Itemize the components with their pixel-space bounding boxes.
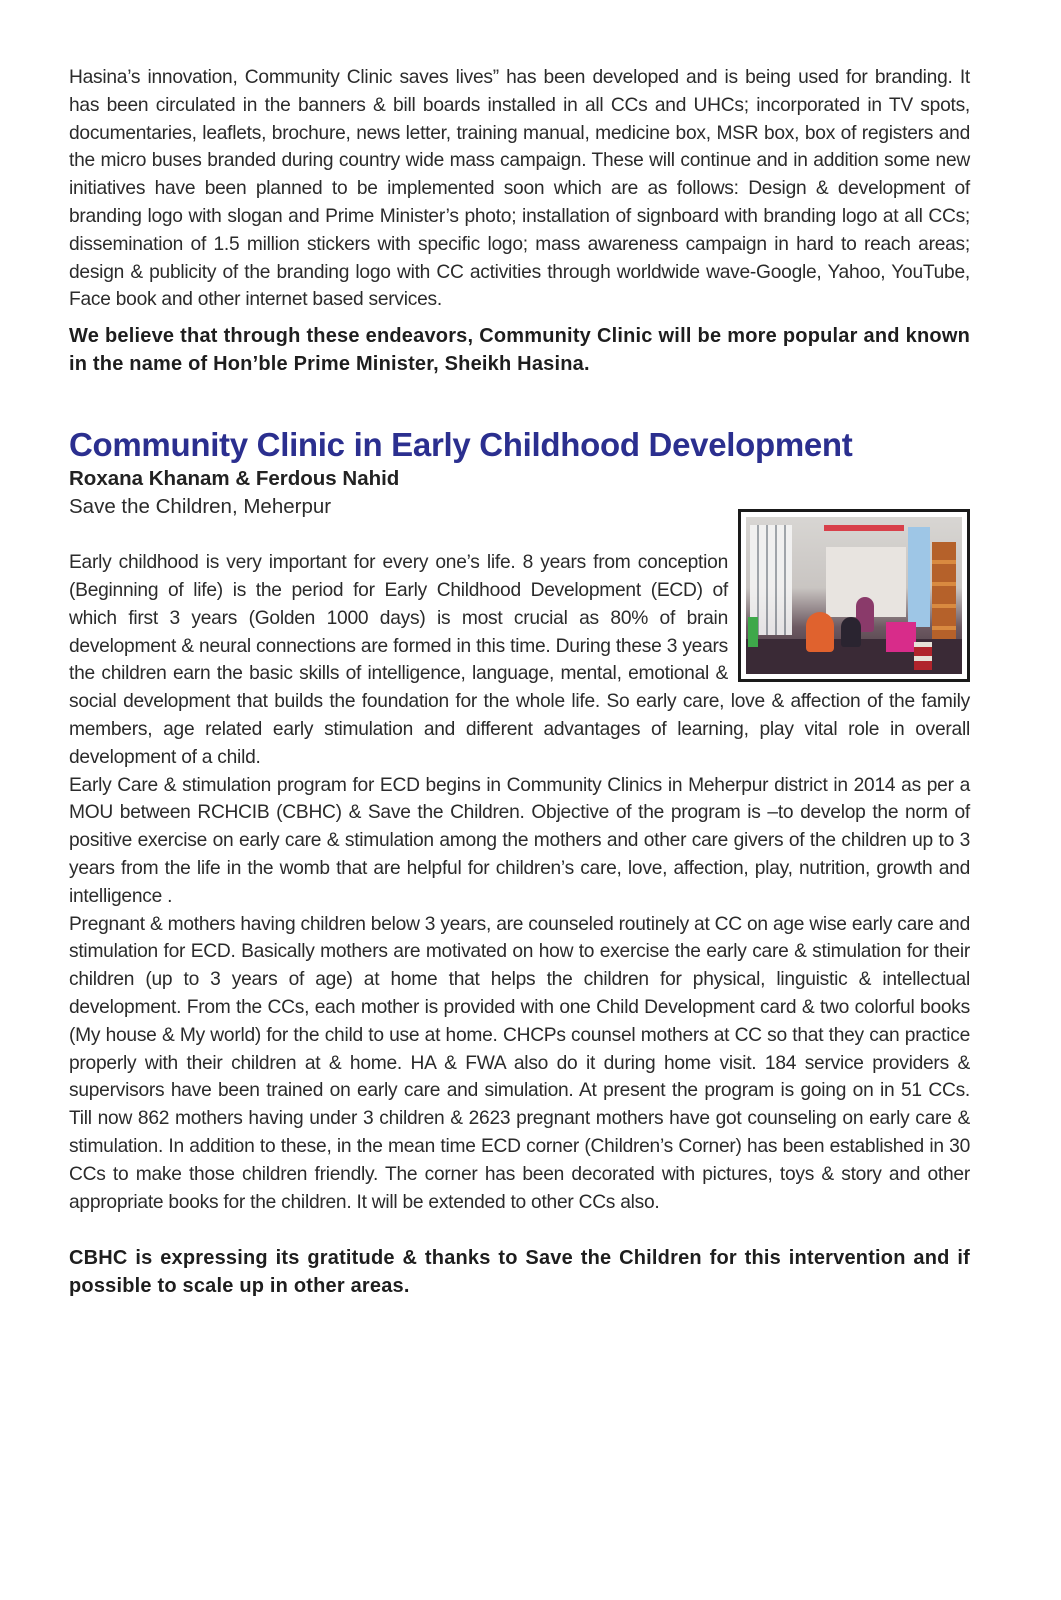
article-organization: Save the Children, Meherpur: [69, 495, 332, 519]
article-paragraph: Early childhood is very important for every one’s life. 8 years from conception (Beginning of life) is the period for Early Childhood Development (ECD) of which first 3 years (Golden 1000 days) is most crucial as 80% of brain development & neural connections are formed in this time. During these 3 years the children earn the basic skills of intelligence, language, mental, emotional & social development that builds the foundation for the whole life. So early care, love & affection of the family members, age related early stimulation and different advantages of learning, play vital role in overall development of a child.: [69, 552, 970, 768]
intro-closing-statement: We believe that through these endeavors, Community Clinic will be more popular and known in the name of Hon’ble Prime Minister, Sheikh Hasina.: [69, 325, 970, 376]
article-paragraph: Early Care & stimulation program for ECD begins in Community Clinics in Meherpur district in 2014 as per a MOU between RCHCIB (CBHC) & Save the Children. Objective of the program is –to develop the norm of positive exercise on early care & stimulation among the mothers and other care givers of the children up to 3 years from the life in the womb that are helpful for children’s care, love, affection, play, nutrition, growth and intelligence .: [69, 774, 970, 907]
article-closing-statement: CBHC is expressing its gratitude & thanks to Save the Children for this intervention and if possible to scale up in other areas.: [69, 1247, 970, 1298]
article-authors: Roxana Khanam & Ferdous Nahid: [69, 467, 400, 491]
intro-paragraph: Hasina’s innovation, Community Clinic saves lives” has been developed and is being used for branding. It has been circulated in the banners & bill boards installed in all CCs and UHCs; incorporated in TV spots, documentaries, leaflets, brochure, news letter, training manual, medicine box, MSR box, box of registers and the micro buses branded during country wide mass campaign. These will continue and in addition some new initiatives have been planned to be implemented soon which are as follows: Design & development of branding logo with slogan and Prime Minister’s photo; installation of signboard with branding logo at all CCs; dissemination of 1.5 million stickers with specific logo; mass awareness campaign in hard to reach areas; design & publicity of the branding logo with CC activities through worldwide wave-Google, Yahoo, YouTube, Face book and other internet based services.: [69, 67, 970, 311]
article-photo-frame: [738, 509, 970, 682]
article-paragraph: Pregnant & mothers having children below 3 years, are counseled routinely at CC on age wise early care and stimulation for ECD. Basically mothers are motivated on how to exercise the early care & stimulation for their children (up to 3 years of age) at home that helps the children for physical, linguistic & intellectual development. From the CCs, each mother is provided with one Child Development card & two colorful books (My house & My world) for the child to use at home. CHCPs counsel mothers at CC so that they can practice properly with their children at & home. HA & FWA also do it during home visit. 184 service providers & supervisors have been trained on early care and simulation. At present the program is going on in 51 CCs. Till now 862 mothers having under 3 children & 2623 pregnant mothers have got counseling on early care & stimulation. In addition to these, in the mean time ECD corner (Children’s Corner) has been established in 30 CCs to make those children friendly. The corner has been decorated with pictures, toys & story and other appropriate books for the children. It will be extended to other CCs also.: [69, 913, 970, 1213]
article-title: Community Clinic in Early Childhood Development: [69, 426, 853, 464]
document-page: [69, 64, 970, 1300]
ecd-corner-photo: [746, 517, 962, 674]
